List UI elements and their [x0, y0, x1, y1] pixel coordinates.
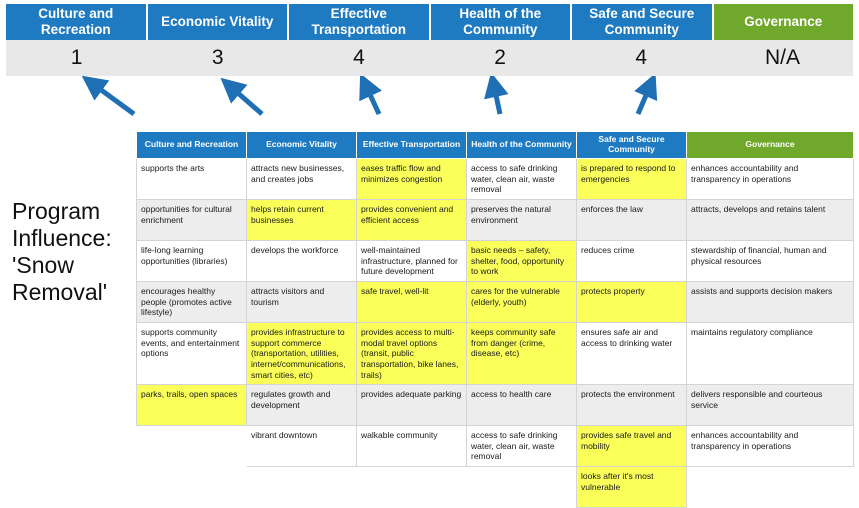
priority-header-bar [6, 4, 853, 40]
matrix-cell: ensures safe air and access to drinking water [577, 323, 687, 385]
matrix-cell: preserves the natural environment [467, 200, 577, 241]
header-label: Health of the Community [459, 6, 542, 37]
arrow-up-right-icon-2 [231, 87, 262, 114]
matrix-cell: protects property [577, 282, 687, 323]
table-row [137, 200, 854, 241]
matrix-cell: reduces crime [577, 241, 687, 282]
matrix-cell: vibrant downtown [247, 426, 357, 467]
matrix-cell: provides convenient and efficient access [357, 200, 467, 241]
score-culture-and-recreation: 1 [70, 46, 83, 69]
matrix-cell: looks after it's most vulnerable [577, 467, 687, 508]
header-cell-health-of-the-community [431, 4, 573, 40]
arrow-up-right-icon-1 [93, 84, 134, 114]
matrix-cell: attracts new businesses, and creates jobs [247, 159, 357, 200]
header-cell-culture-and-recreation [6, 4, 148, 40]
score-health-of-the-community: 2 [494, 46, 506, 69]
arrow-group [0, 76, 859, 131]
arrow-up-right-icon-5 [638, 86, 650, 114]
matrix-cell: supports the arts [137, 159, 247, 200]
header-label: Effective Transportation [311, 6, 406, 37]
matrix-cell: helps retain current businesses [247, 200, 357, 241]
matrix-cell: life-long learning opportunities (libraries) [137, 241, 247, 282]
matrix-cell [357, 467, 467, 508]
matrix-cell: access to health care [467, 385, 577, 426]
table-row [137, 282, 854, 323]
matrix-header-effective-transportation: Effective Transportation [357, 132, 467, 159]
matrix-cell: encourages healthy people (promotes active lifestyle) [137, 282, 247, 323]
matrix-cell: protects the environment [577, 385, 687, 426]
matrix-cell: parks, trails, open spaces [137, 385, 247, 426]
matrix-cell: regulates growth and development [247, 385, 357, 426]
matrix-cell: cares for the vulnerable (elderly, youth) [467, 282, 577, 323]
matrix-header-governance: Governance [687, 132, 854, 159]
header-label: Governance [744, 14, 823, 30]
matrix-cell: provides safe travel and mobility [577, 426, 687, 467]
matrix-header-culture-and-recreation: Culture and Recreation [137, 132, 247, 159]
matrix-cell: attracts, develops and retains talent [687, 200, 854, 241]
table-row [137, 385, 854, 426]
header-label: Culture and Recreation [38, 6, 114, 37]
matrix-cell: provides infrastructure to support commerce (transportation, utilities, internet/communications, smart cities, etc) [247, 323, 357, 385]
score-row [6, 40, 853, 76]
matrix-cell: keeps community safe from danger (crime, disease, etc) [467, 323, 577, 385]
matrix-cell: provides access to multi-modal travel options (transit, public transportation, bike lanes, trails) [357, 323, 467, 385]
page-title: Program Influence: 'Snow Removal' [12, 198, 112, 306]
arrow-up-right-icon-3 [366, 86, 379, 114]
arrow-up-right-icon-4 [494, 86, 500, 114]
matrix-cell: stewardship of financial, human and physical resources [687, 241, 854, 282]
matrix-header-row [137, 132, 854, 159]
matrix-cell: well-maintained infrastructure, planned for future development [357, 241, 467, 282]
header-cell-effective-transportation [289, 4, 431, 40]
score-safe-and-secure-community: 4 [635, 46, 648, 69]
table-row [137, 426, 854, 467]
matrix-cell: enforces the law [577, 200, 687, 241]
matrix-cell [137, 467, 247, 508]
score-effective-transportation: 4 [353, 46, 365, 69]
matrix-cell [137, 426, 247, 467]
matrix-header-safe-and-secure-community: Safe and Secure Community [577, 132, 687, 159]
header-label: Economic Vitality [161, 14, 274, 30]
matrix-cell: walkable community [357, 426, 467, 467]
matrix-cell: access to safe drinking water, clean air, waste removal [467, 426, 577, 467]
table-row [137, 159, 854, 200]
matrix-cell: enhances accountability and transparency in operations [687, 159, 854, 200]
matrix-cell: provides adequate parking [357, 385, 467, 426]
header-label: Safe and Secure Community [589, 6, 695, 37]
matrix-cell: eases traffic flow and minimizes congestion [357, 159, 467, 200]
matrix-cell: maintains regulatory compliance [687, 323, 854, 385]
matrix-cell [247, 467, 357, 508]
matrix-cell: attracts visitors and tourism [247, 282, 357, 323]
score-economic-vitality: 3 [211, 46, 224, 69]
matrix-cell: enhances accountability and transparency in operations [687, 426, 854, 467]
matrix-cell: delivers responsible and courteous service [687, 385, 854, 426]
matrix-cell: safe travel, well-lit [357, 282, 467, 323]
matrix-cell [687, 467, 854, 508]
matrix-cell: access to safe drinking water, clean air, waste removal [467, 159, 577, 200]
matrix-cell: is prepared to respond to emergencies [577, 159, 687, 200]
matrix-cell: basic needs – safety, shelter, food, opportunity to work [467, 241, 577, 282]
matrix-cell [467, 467, 577, 508]
header-cell-safe-and-secure-community [572, 4, 714, 40]
header-cell-governance [714, 4, 854, 40]
outcomes-matrix [136, 131, 853, 508]
matrix-cell: opportunities for cultural enrichment [137, 200, 247, 241]
table-row [137, 467, 854, 508]
matrix-cell: assists and supports decision makers [687, 282, 854, 323]
score-governance: N/A [764, 46, 800, 69]
matrix-header-health-of-the-community: Health of the Community [467, 132, 577, 159]
header-cell-economic-vitality [148, 4, 290, 40]
table-row [137, 241, 854, 282]
matrix-cell: develops the workforce [247, 241, 357, 282]
matrix-cell: supports community events, and entertainment options [137, 323, 247, 385]
table-row [137, 323, 854, 385]
matrix-header-economic-vitality: Economic Vitality [247, 132, 357, 159]
